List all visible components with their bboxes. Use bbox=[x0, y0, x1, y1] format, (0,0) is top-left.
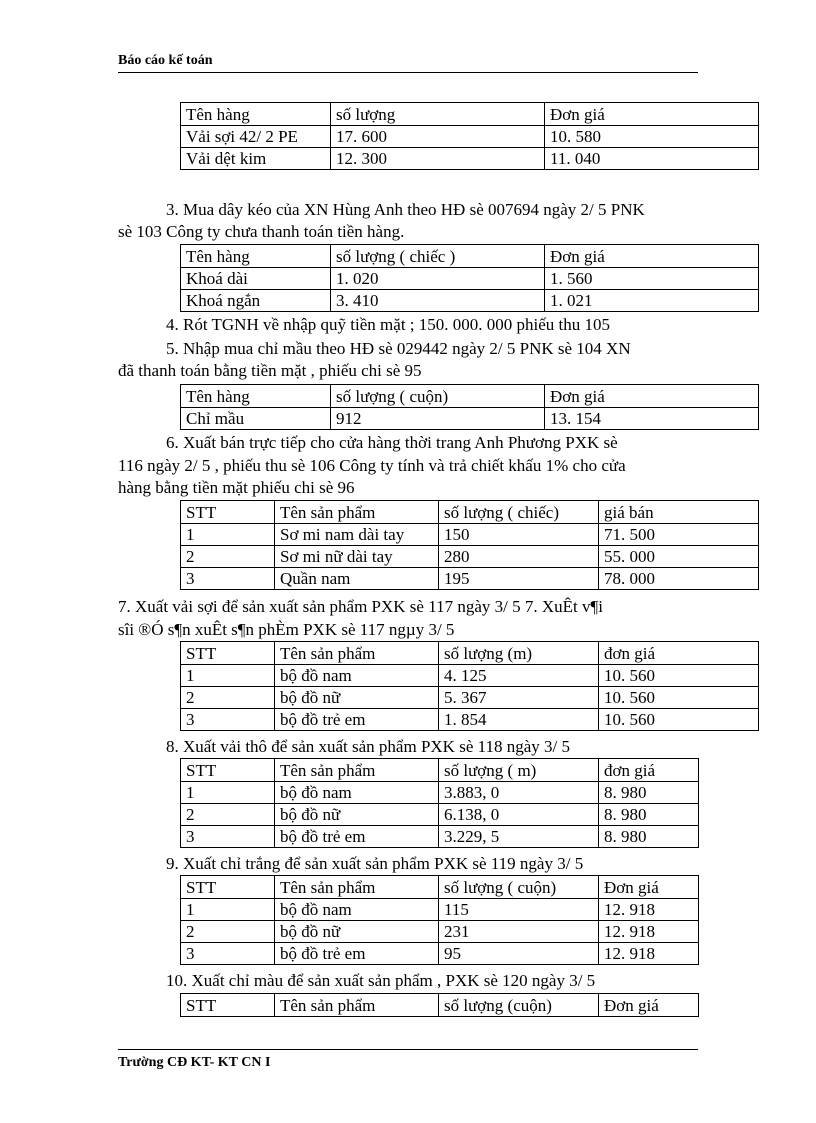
table-cell: 10. 560 bbox=[599, 665, 759, 687]
column-header: STT bbox=[181, 994, 275, 1017]
color-thread-issue-table bbox=[180, 993, 699, 1017]
thread-table bbox=[180, 384, 759, 430]
column-header: đơn giá bbox=[599, 759, 699, 782]
item-3-line-2: sè 103 Công ty chưa thanh toán tiền hàng. bbox=[118, 222, 405, 241]
table-cell: 3 bbox=[181, 943, 275, 965]
table-row bbox=[181, 148, 759, 170]
table-cell: bộ đồ trẻ em bbox=[275, 709, 439, 731]
table-row bbox=[181, 665, 759, 687]
table-cell: 3 bbox=[181, 709, 275, 731]
sales-table bbox=[180, 500, 759, 590]
table-row bbox=[181, 546, 759, 568]
table-cell: 8. 980 bbox=[599, 804, 699, 826]
table-cell: 1. 854 bbox=[439, 709, 599, 731]
column-header: giá bán bbox=[599, 501, 759, 524]
footer-divider bbox=[118, 1049, 698, 1050]
table-row bbox=[181, 408, 759, 430]
column-header: STT bbox=[181, 501, 275, 524]
table-cell: 3.883, 0 bbox=[439, 782, 599, 804]
item-5-line-1: 5. Nhập mua chỉ mầu theo HĐ sè 029442 ngày 2/ 5 PNK sè 104 XN bbox=[166, 339, 631, 358]
table-cell: bộ đồ trẻ em bbox=[275, 826, 439, 848]
column-header: Tên sản phẩm bbox=[275, 994, 439, 1017]
column-header: Tên sản phẩm bbox=[275, 501, 439, 524]
table-cell: bộ đồ nam bbox=[275, 782, 439, 804]
column-header: Tên hàng bbox=[181, 385, 331, 408]
table-cell: Sơ mi nam dài tay bbox=[275, 524, 439, 546]
item-6-line-3: hàng bằng tiền mặt phiếu chi sè 96 bbox=[118, 478, 355, 497]
table-row bbox=[181, 826, 699, 848]
item-6-line-1: 6. Xuất bán trực tiếp cho cửa hàng thời trang Anh Phương PXK sè bbox=[166, 433, 618, 452]
column-header: số lượng ( cuộn) bbox=[331, 385, 545, 408]
table-row bbox=[181, 524, 759, 546]
table-cell: 1. 020 bbox=[331, 268, 545, 290]
column-header: đơn giá bbox=[599, 642, 759, 665]
column-header: số lượng ( chiếc ) bbox=[331, 245, 545, 268]
table-header-row bbox=[181, 759, 699, 782]
table-cell: 12. 918 bbox=[599, 921, 699, 943]
raw-fabric-issue-table bbox=[180, 758, 699, 848]
table-header-row bbox=[181, 501, 759, 524]
table-cell: Chỉ mầu bbox=[181, 408, 331, 430]
table-cell: 912 bbox=[331, 408, 545, 430]
table-row bbox=[181, 709, 759, 731]
column-header: số lượng bbox=[331, 103, 545, 126]
column-header: số lượng ( cuộn) bbox=[439, 876, 599, 899]
table-row bbox=[181, 899, 699, 921]
table-header-row bbox=[181, 642, 759, 665]
column-header: Tên sản phẩm bbox=[275, 642, 439, 665]
table-cell: 195 bbox=[439, 568, 599, 590]
table-cell: 78. 000 bbox=[599, 568, 759, 590]
zipper-table bbox=[180, 244, 759, 312]
column-header: số lượng (cuộn) bbox=[439, 994, 599, 1017]
table-cell: 6.138, 0 bbox=[439, 804, 599, 826]
table-cell: 5. 367 bbox=[439, 687, 599, 709]
column-header: Tên hàng bbox=[181, 103, 331, 126]
table-cell: 2 bbox=[181, 804, 275, 826]
table-header-row bbox=[181, 994, 699, 1017]
table-cell: 11. 040 bbox=[545, 148, 759, 170]
yarn-issue-table bbox=[180, 641, 759, 731]
column-header: STT bbox=[181, 642, 275, 665]
table-cell: 1 bbox=[181, 524, 275, 546]
page-header: Báo cáo kế toán bbox=[118, 53, 213, 68]
column-header: Đơn giá bbox=[545, 385, 759, 408]
table-row bbox=[181, 126, 759, 148]
table-row bbox=[181, 943, 699, 965]
item-4: 4. Rót TGNH về nhập quỹ tiền mặt ; 150. 000. 000 phiếu thu 105 bbox=[166, 315, 611, 334]
column-header: số lượng ( chiếc) bbox=[439, 501, 599, 524]
table-cell: bộ đồ nam bbox=[275, 899, 439, 921]
table-cell: bộ đồ trẻ em bbox=[275, 943, 439, 965]
table-cell: bộ đồ nữ bbox=[275, 804, 439, 826]
column-header: STT bbox=[181, 876, 275, 899]
table-cell: 1. 021 bbox=[545, 290, 759, 312]
table-row bbox=[181, 782, 699, 804]
table-cell: 280 bbox=[439, 546, 599, 568]
table-header-row bbox=[181, 245, 759, 268]
table-cell: 12. 918 bbox=[599, 943, 699, 965]
item-8: 8. Xuất vải thô để sản xuất sản phẩm PXK sè 118 ngày 3/ 5 bbox=[166, 737, 570, 756]
item-5-line-2: đã thanh toán bằng tiền mặt , phiếu chi sè 95 bbox=[118, 361, 422, 380]
table-cell: 3.229, 5 bbox=[439, 826, 599, 848]
table-row bbox=[181, 568, 759, 590]
column-header: số lượng (m) bbox=[439, 642, 599, 665]
table-row bbox=[181, 921, 699, 943]
column-header: Đơn giá bbox=[545, 245, 759, 268]
table-cell: 12. 918 bbox=[599, 899, 699, 921]
table-cell: 12. 300 bbox=[331, 148, 545, 170]
table-cell: 1 bbox=[181, 899, 275, 921]
item-7-line-1: 7. Xuất vải sợi để sản xuất sản phẩm PXK sè 117 ngày 3/ 5 7. XuÊt v¶i bbox=[118, 597, 603, 616]
table-cell: 55. 000 bbox=[599, 546, 759, 568]
column-header: Tên sản phẩm bbox=[275, 876, 439, 899]
column-header: Tên sản phẩm bbox=[275, 759, 439, 782]
table-header-row bbox=[181, 876, 699, 899]
column-header: số lượng ( m) bbox=[439, 759, 599, 782]
table-cell: 2 bbox=[181, 687, 275, 709]
column-header: Đơn giá bbox=[599, 876, 699, 899]
table-cell: 10. 580 bbox=[545, 126, 759, 148]
header-divider bbox=[118, 72, 698, 73]
table-cell: Vải sợi 42/ 2 PE bbox=[181, 126, 331, 148]
column-header: Đơn giá bbox=[599, 994, 699, 1017]
table-cell: 71. 500 bbox=[599, 524, 759, 546]
table-cell: 2 bbox=[181, 921, 275, 943]
table-cell: 10. 560 bbox=[599, 687, 759, 709]
table-cell: 95 bbox=[439, 943, 599, 965]
table-cell: 115 bbox=[439, 899, 599, 921]
table-cell: 150 bbox=[439, 524, 599, 546]
table-cell: Quần nam bbox=[275, 568, 439, 590]
table-cell: 17. 600 bbox=[331, 126, 545, 148]
column-header: Đơn giá bbox=[545, 103, 759, 126]
item-3-line-1: 3. Mua dây kéo của XN Hùng Anh theo HĐ sè 007694 ngày 2/ 5 PNK bbox=[166, 200, 645, 219]
table-cell: 3. 410 bbox=[331, 290, 545, 312]
table-cell: 231 bbox=[439, 921, 599, 943]
table-cell: Khoá dài bbox=[181, 268, 331, 290]
item-6-line-2: 116 ngày 2/ 5 , phiếu thu sè 106 Công ty tính và trả chiết khấu 1% cho cửa bbox=[118, 456, 626, 475]
table-cell: 3 bbox=[181, 568, 275, 590]
table-cell: Khoá ngắn bbox=[181, 290, 331, 312]
table-cell: Sơ mi nữ dài tay bbox=[275, 546, 439, 568]
item-7-line-2: sîi ®Ó s¶n xuÊt s¶n phÈm PXK sè 117 ngµy 3/ 5 bbox=[118, 620, 455, 639]
table-row bbox=[181, 687, 759, 709]
table-cell: bộ đồ nữ bbox=[275, 687, 439, 709]
table-cell: 1 bbox=[181, 665, 275, 687]
table-cell: 13. 154 bbox=[545, 408, 759, 430]
table-header-row bbox=[181, 103, 759, 126]
table-cell: 4. 125 bbox=[439, 665, 599, 687]
item-10: 10. Xuất chỉ màu để sản xuất sản phẩm , PXK sè 120 ngày 3/ 5 bbox=[166, 971, 596, 990]
white-thread-issue-table bbox=[180, 875, 699, 965]
table-cell: 1. 560 bbox=[545, 268, 759, 290]
table-row bbox=[181, 290, 759, 312]
table-cell: 2 bbox=[181, 546, 275, 568]
table-cell: 8. 980 bbox=[599, 826, 699, 848]
fabric-table bbox=[180, 102, 759, 170]
page-footer: Trường CĐ KT- KT CN I bbox=[118, 1055, 271, 1070]
table-row bbox=[181, 804, 699, 826]
table-cell: Vải dệt kim bbox=[181, 148, 331, 170]
table-cell: 10. 560 bbox=[599, 709, 759, 731]
table-cell: bộ đồ nam bbox=[275, 665, 439, 687]
table-row bbox=[181, 268, 759, 290]
table-header-row bbox=[181, 385, 759, 408]
table-cell: bộ đồ nữ bbox=[275, 921, 439, 943]
item-9: 9. Xuất chỉ trắng để sản xuất sản phẩm PXK sè 119 ngày 3/ 5 bbox=[166, 854, 584, 873]
column-header: STT bbox=[181, 759, 275, 782]
column-header: Tên hàng bbox=[181, 245, 331, 268]
table-cell: 1 bbox=[181, 782, 275, 804]
table-cell: 8. 980 bbox=[599, 782, 699, 804]
table-cell: 3 bbox=[181, 826, 275, 848]
